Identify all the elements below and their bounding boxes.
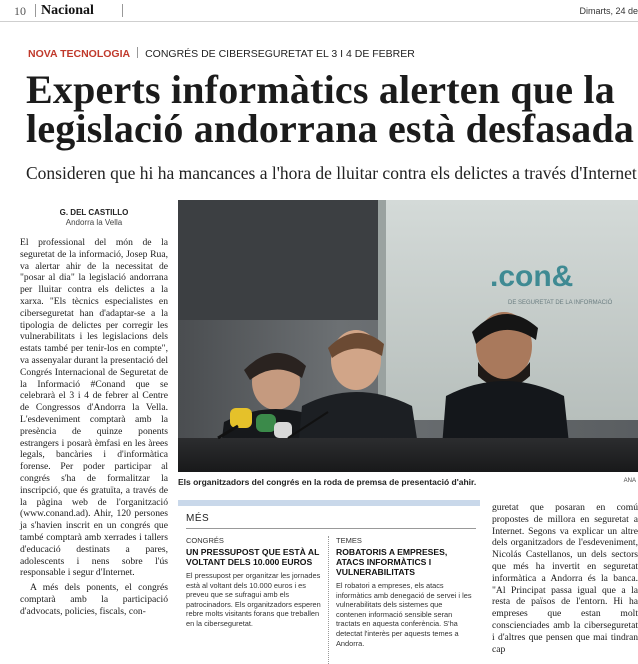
byline-author: G. DEL CASTILLO (59, 208, 129, 217)
body-paragraph: El professional del món de la seguretat de la informació, Josep Rua, va alertar ahir de la necessitat de "posar al dia" la legislació andorrana per lluitar contra els delictes a la xarxa. "Els tècnics especialistes en ciberseguretat han d'adaptar-se a la tipologia de delictes per corregir les vulnerabilitats i les legislacions dels estats també per tenir-los en compte", va assenyalar durant la presentació del Congrés Internacional de Seguretat de la Informació #Conand que se celebrarà el 3 i 4 de febrer al Centre de Congressos d'Andorra la Vella. L'esdeveniment comptarà amb la presència de quinze ponents estrangers i posarà èmfasi en les àrees legals, bancàries i d'informàtica forense. Per poder participar al congrés s'ha de formalitzar la inscripció, que és gratuïta, a través de la pàgina web de l'organització (www.conand.ad). Ahir, 120 persones ja s'havien inscrit en un congrés que també comptarà amb xerrades i tallers d'educació destinats a pares, adolescents i nens sobre l'ús responsable i segur d'Internet. (20, 237, 168, 579)
sidebar-top-bar (178, 500, 480, 506)
body-paragraph: A més dels ponents, el congrés comptarà amb la participació d'advocats, policies, fiscals, con- (20, 582, 168, 617)
issue-date: Dimarts, 24 de (579, 6, 638, 16)
kicker-tag: NOVA TECNOLOGIA (28, 48, 131, 60)
photo-credit: ANA (623, 478, 636, 484)
sidebar-item-kicker: CONGRÉS (186, 536, 224, 545)
article-kicker (28, 47, 415, 60)
sidebar-label: MÉS (186, 513, 210, 524)
byline-location: Andorra la Vella (65, 218, 123, 227)
page-number: 10 (14, 4, 26, 18)
article-body-left (20, 237, 168, 618)
body-paragraph: guretat que posaran en comú propostes de millora en seguretat a Internet. Segons va explicar un altre dels organitzadors de l'esdeveniment, Nicolás Castellanos, un dels sectors que més ha invertit en seguretat informàtica a Andorra és la banca. "Al Principat passa igual que a la resta de països de l'entorn. Hi ha empreses que estan molt conscienciades amb la ciberseguretat i d'altres que pensen que mai tindran cap (492, 502, 638, 655)
section-name: Nacional (41, 3, 94, 18)
kicker-separator (137, 47, 138, 58)
subheadline: Consideren que hi ha mancances a l'hora de lluitar contra els delictes a través d'Internet (26, 163, 637, 183)
sidebar-item-text: El robatori a empreses, els atacs informàtics amb denegació de servei i les vulnerabilitats dels sistemes que contenen informació sensible seran tractats en aquesta conferència. S'ha detectat l'interès per aquests temes a Andorra. (336, 581, 472, 648)
headline: Experts informàtics alerten que la legislació andorrana està desfasada (26, 67, 635, 151)
page-header (0, 0, 638, 22)
header-rule (0, 21, 638, 22)
sidebar-item-title: ROBATORIS A EMPRESES, ATACS INFORMÀTICS I VULNERABILITATS (336, 547, 448, 577)
kicker-topic: CONGRÉS DE CIBERSEGURETAT EL 3 I 4 DE FEBRER (145, 48, 415, 60)
sidebar-item-text: El pressupost per organitzar les jornades està al voltant dels 10.000 euros i es preveu que se sufragui amb els patrocinadors. Els organitzadors esperen rebre molts visitants forans que treballen en la ciberseguretat. (186, 571, 321, 628)
article-body-right (492, 502, 638, 655)
sidebar-box (178, 500, 480, 664)
photo-caption: Els organitzadors del congrés en la roda de premsa de presentació d'ahir. (178, 477, 477, 487)
sidebar-item-kicker: TEMES (336, 536, 362, 545)
press-photo-image (178, 200, 638, 472)
sidebar-divider (328, 536, 329, 664)
conand-logo: .con& (490, 260, 574, 293)
press-photo (178, 200, 638, 472)
conand-logo-subtext: DE SEGURETAT DE LA INFORMACIÓ (508, 300, 613, 306)
header-separator (35, 4, 36, 17)
header-separator (122, 4, 123, 17)
sidebar-item (186, 536, 322, 629)
sidebar-item-title: UN PRESSUPOST QUE ESTÀ AL VOLTANT DELS 10.000 EUROS (186, 547, 320, 567)
sidebar-rule (186, 528, 476, 529)
sidebar-item (336, 536, 472, 648)
left-column (20, 208, 168, 621)
